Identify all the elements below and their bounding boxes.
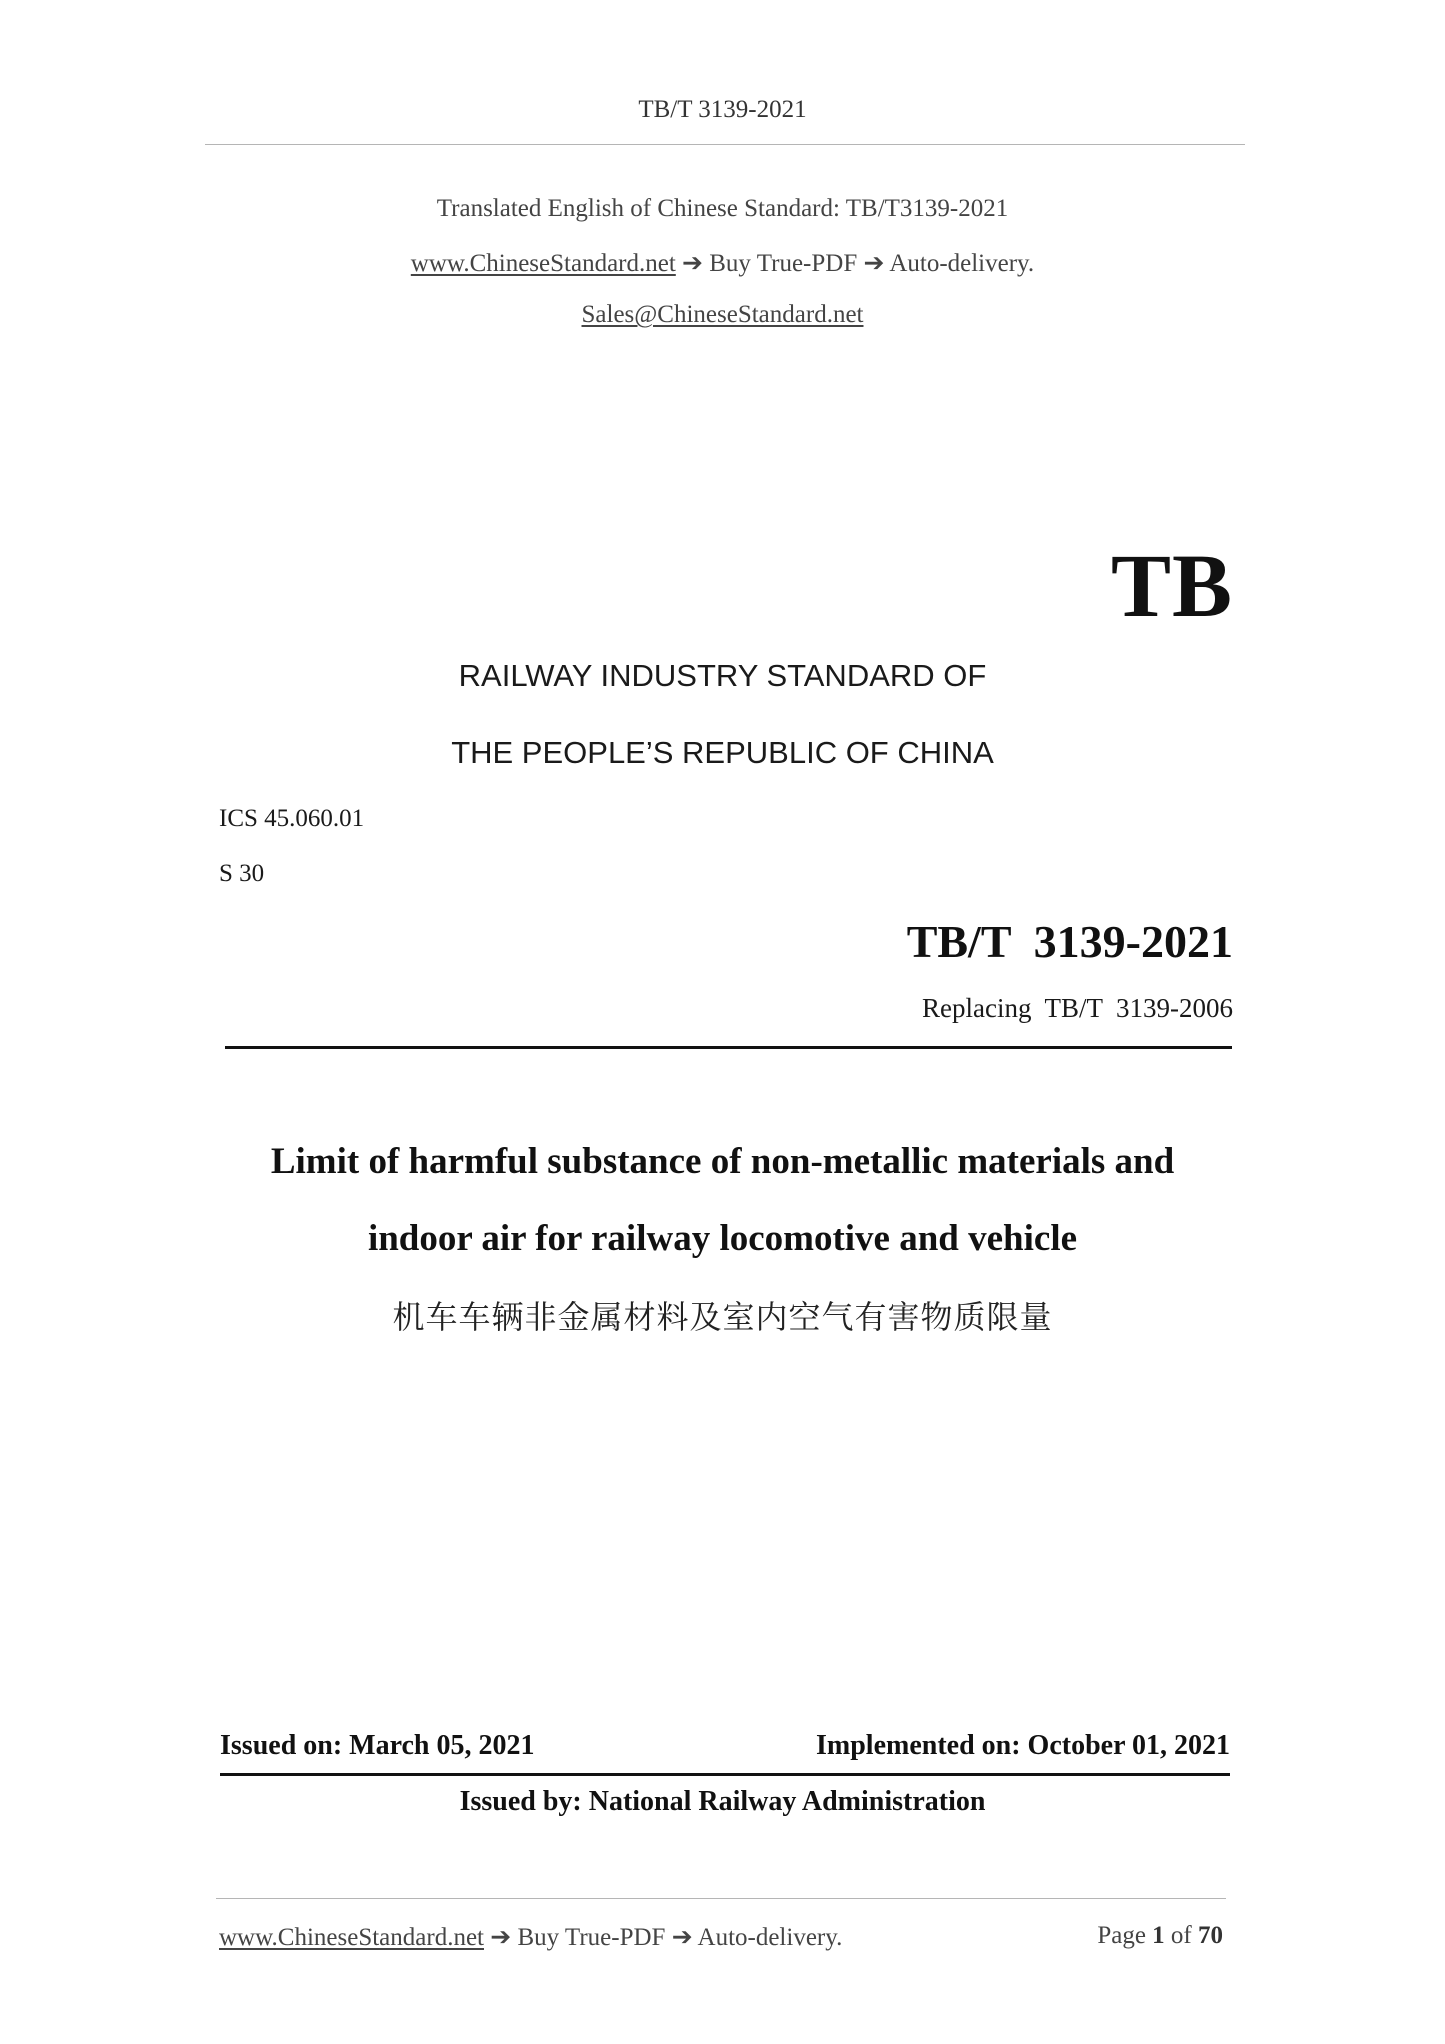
authority-line-1: RAILWAY INDUSTRY STANDARD OF [458,658,987,693]
arrow-right-icon: ➔ [682,250,703,277]
email-line [0,301,1445,329]
implemented-on-date: Implemented on: October 01, 2021 [816,1730,1230,1761]
standard-number: TB/T 3139-2021 [906,916,1233,967]
cover-divider-top [225,1046,1232,1049]
delivery-text: Auto-delivery. [889,250,1035,277]
cover-divider-bottom [220,1773,1230,1776]
arrow-right-icon: ➔ [863,250,885,277]
purchase-line [0,248,1445,278]
sales-email-link[interactable]: Sales@ChineseStandard.net [581,301,864,328]
running-header: TB/T 3139-2021 [638,96,807,123]
standard-mark: TB [1110,537,1233,636]
arrow-right-icon: ➔ [490,1924,512,1951]
issued-on-date: Issued on: March 05, 2021 [220,1730,535,1761]
page-label: Page [1097,1922,1146,1949]
title-chinese: 机车车辆非金属材料及室内空气有害物质限量 [392,1298,1053,1336]
buy-text: Buy True-PDF [709,250,858,277]
replacing-standard: Replacing TB/T 3139-2006 [922,993,1233,1023]
arrow-right-icon: ➔ [671,1924,693,1951]
page-indicator [1097,1922,1223,1950]
site-link[interactable]: www.ChineseStandard.net [410,250,676,277]
header-divider [205,144,1245,145]
footer-site-link[interactable]: www.ChineseStandard.net [219,1924,484,1951]
title-english-line-1: Limit of harmful substance of non-metallic materials and [270,1141,1175,1182]
page-current: 1 [1152,1922,1165,1949]
footer-divider [216,1898,1226,1899]
authority-line-2: THE PEOPLE’S REPUBLIC OF CHINA [451,735,994,770]
title-english-line-2: indoor air for railway locomotive and vehicle [367,1218,1078,1259]
ics-code: ICS 45.060.01 [219,805,365,832]
translation-notice: Translated English of Chinese Standard: TB/T3139-2021 [436,195,1009,222]
footer-purchase-line [219,1922,842,1952]
page-of: of [1170,1922,1192,1949]
ccs-code: S 30 [219,860,265,887]
footer-buy-text: Buy True-PDF [517,1924,666,1951]
footer-delivery-text: Auto-delivery. [697,1924,843,1951]
page-total: 70 [1198,1922,1223,1949]
issuing-authority: Issued by: National Railway Administration [459,1786,986,1817]
